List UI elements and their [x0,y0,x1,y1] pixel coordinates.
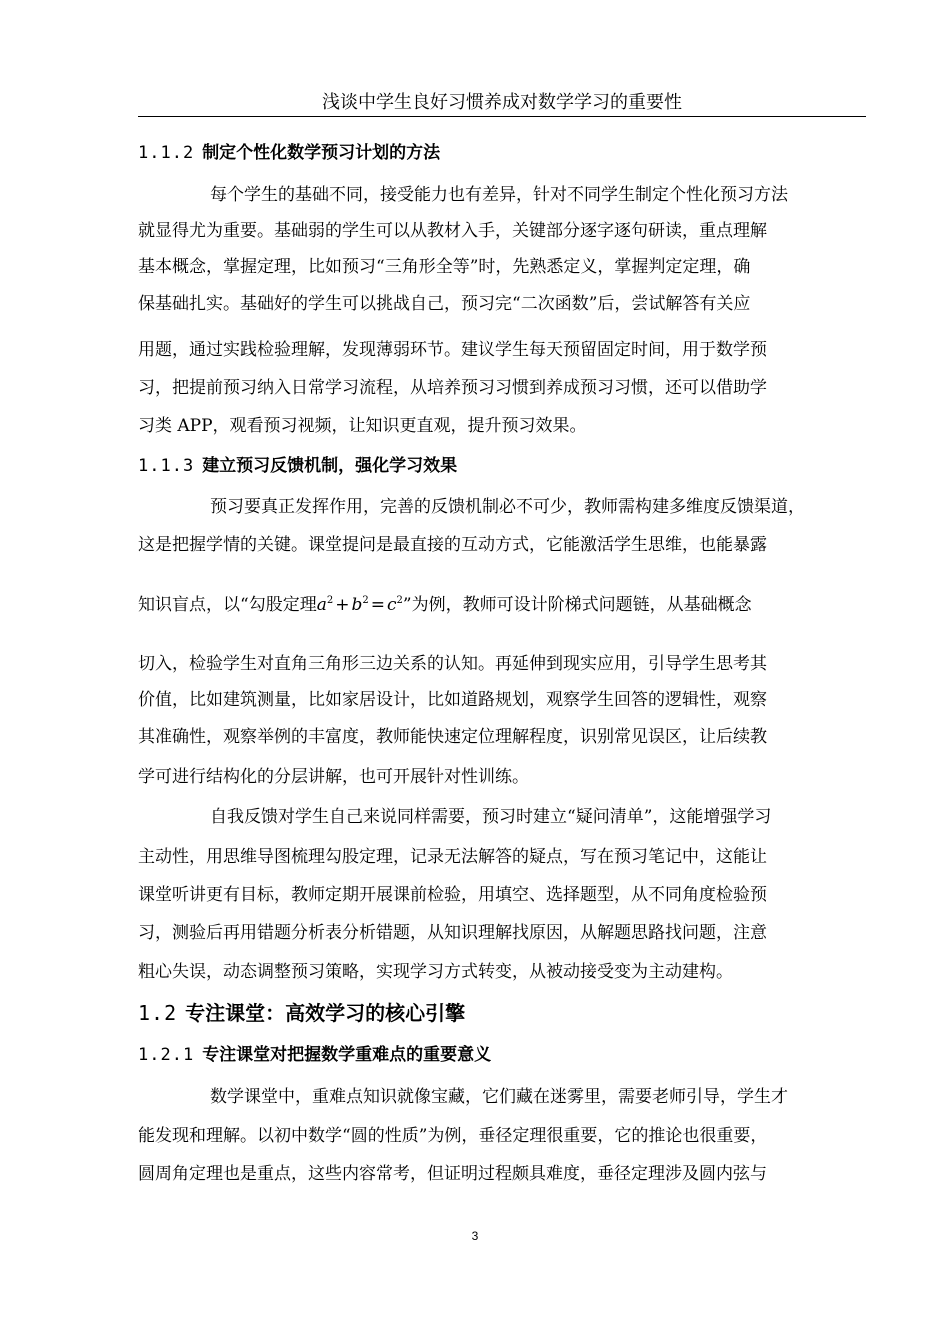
paragraph-line: 用题，通过实践检验理解，发现薄弱环节。建议学生每天预留固定时间，用于数学预 [138,340,767,360]
section-heading-1-1-3 [138,455,457,477]
paragraph-line: 预习要真正发挥作用，完善的反馈机制必不可少，教师需构建多维度反馈渠道， [210,497,805,517]
section-number: 1.1.2 [138,143,195,163]
paragraph-line-with-formula [138,590,752,616]
paragraph-line: 自我反馈对学生自己来说同样需要，预习时建立“疑问清单”，这能增强学习 [210,807,772,827]
section-number: 1.2.1 [138,1045,195,1065]
running-header: 浅谈中学生良好习惯养成对数学学习的重要性 [322,92,682,113]
section-number: 1.1.3 [138,456,195,476]
section-heading-1-2-1 [138,1044,491,1066]
section-title: 专注课堂对把握数学重难点的重要意义 [202,1045,492,1065]
paragraph-line: 主动性，用思维导图梳理勾股定理，记录无法解答的疑点，写在预习笔记中，这能让 [138,847,767,867]
paragraph-line: 习类 APP，观看预习视频，让知识更直观，提升预习效果。 [138,416,587,436]
section-title: 制定个性化数学预习计划的方法 [202,143,441,163]
paragraph-line: 圆周角定理也是重点，这些内容常考，但证明过程颇具难度，垂径定理涉及圆内弦与 [138,1164,767,1184]
page-number: 3 [471,1229,479,1243]
paragraph-line: 价值，比如建筑测量，比如家居设计，比如道路规划，观察学生回答的逻辑性，观察 [138,690,767,710]
paragraph-line: 基本概念，掌握定理，比如预习“三角形全等”时，先熟悉定义，掌握判定定理，确 [138,257,751,277]
header-rule [138,116,866,117]
paragraph-line: 粗心失误，动态调整预习策略，实现学习方式转变，从被动接受变为主动建构。 [138,962,733,982]
paragraph-line: 课堂听讲更有目标，教师定期开展课前检验，用填空、选择题型，从不同角度检验预 [138,885,767,905]
formula-line-text-before: 知识盲点，以“勾股定理 [138,595,317,615]
paragraph-line: 这是把握学情的关键。课堂提问是最直接的互动方式，它能激活学生思维，也能暴露 [138,535,767,555]
paragraph-line: 习，把提前预习纳入日常学习流程，从培养预习习惯到养成预习习惯，还可以借助学 [138,378,767,398]
paragraph-line: 保基础扎实。基础好的学生可以挑战自己，预习完“二次函数”后，尝试解答有关应 [138,294,751,314]
paragraph-line: 每个学生的基础不同，接受能力也有差异，针对不同学生制定个性化预习方法 [210,185,788,205]
section-title: 专注课堂：高效学习的核心引擎 [185,1001,466,1025]
pythagorean-formula: $a^2 + b^2 = c^2$ [316,595,403,615]
paragraph-line: 学可进行结构化的分层讲解，也可开展针对性训练。 [138,767,529,787]
section-title: 建立预习反馈机制，强化学习效果 [202,456,458,476]
paragraph-line: 习，测验后再用错题分析表分析错题，从知识理解找原因，从解题思路找问题，注意 [138,923,767,943]
section-heading-1-1-2 [138,142,440,164]
section-number: 1.2 [138,1001,178,1025]
paragraph-line: 就显得尤为重要。基础弱的学生可以从教材入手，关键部分逐字逐句研读，重点理解 [138,221,767,241]
section-heading-1-2 [138,1000,465,1026]
paragraph-line: 切入，检验学生对直角三角形三边关系的认知。再延伸到现实应用，引导学生思考其 [138,654,767,674]
formula-line-text-after: ”为例，教师可设计阶梯式问题链，从基础概念 [402,595,752,615]
paragraph-line: 能发现和理解。以初中数学“圆的性质”为例，垂径定理很重要，它的推论也很重要， [138,1126,768,1146]
paragraph-line: 其准确性，观察举例的丰富度，教师能快速定位理解程度，识别常见误区，让后续教 [138,727,767,747]
paragraph-line: 数学课堂中，重难点知识就像宝藏，它们藏在迷雾里，需要老师引导，学生才 [210,1087,788,1107]
